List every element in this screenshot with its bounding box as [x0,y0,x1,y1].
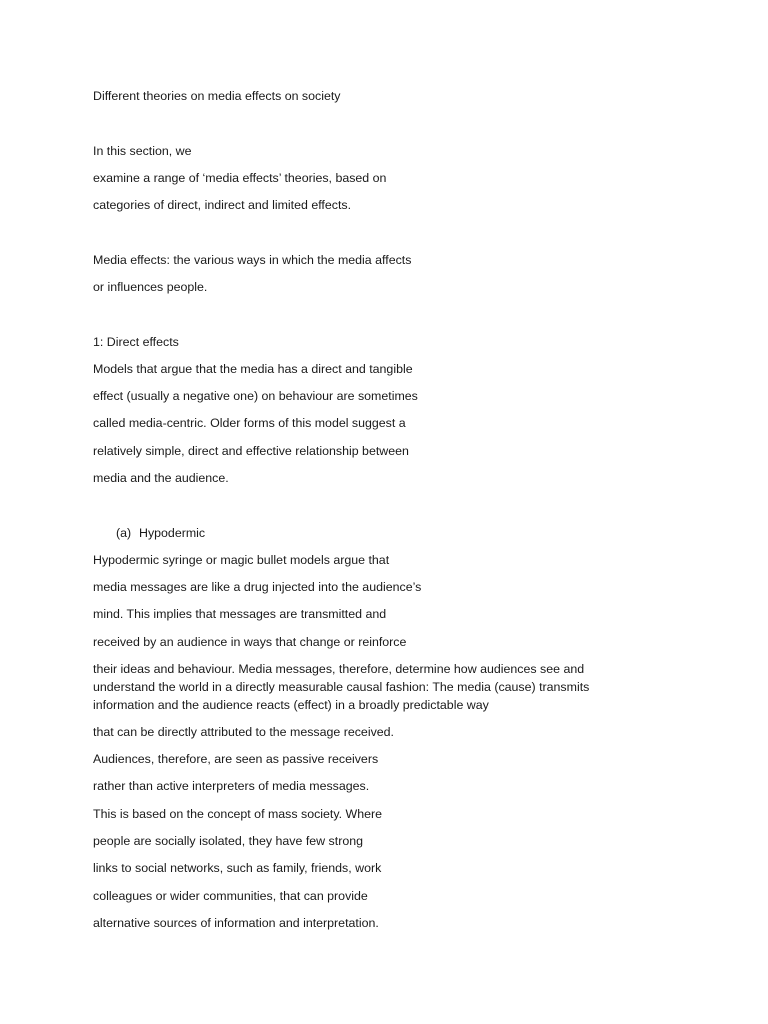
definition-line: or influences people. [93,280,208,294]
paragraph-line: links to social networks, such as family, friends, work [93,861,382,875]
paragraph-line: Audiences, therefore, are seen as passive receivers [93,752,379,766]
paragraph-line: received by an audience in ways that change or reinforce [93,635,407,649]
intro-line: categories of direct, indirect and limited effects. [93,198,352,212]
definition-line: Media effects: the various ways in which the media affects [93,253,412,267]
paragraph-line: mind. This implies that messages are transmitted and [93,607,387,621]
paragraph-line: effect (usually a negative one) on behaviour are sometimes [93,389,418,403]
paragraph-line: Hypodermic syringe or magic bullet models argue that [93,553,390,567]
paragraph-line: rather than active interpreters of media messages. [93,779,370,793]
paragraph-line: This is based on the concept of mass society. Where [93,807,383,821]
paragraph-line: alternative sources of information and interpretation. [93,916,379,930]
intro-line: examine a range of ‘media effects’ theories, based on [93,171,387,185]
paragraph-line: relatively simple, direct and effective relationship between [93,444,409,458]
paragraph-line: understand the world in a directly measurable causal fashion: The media (cause) transmits [93,680,590,694]
document-title: Different theories on media effects on society [93,89,341,103]
list-marker: (a) [116,526,132,540]
paragraph-line: media and the audience. [93,471,229,485]
intro-line: In this section, we [93,144,192,158]
subsection-heading: Hypodermic [139,526,206,540]
paragraph-line: people are socially isolated, they have few strong [93,834,363,848]
paragraph-line: called media-centric. Older forms of this model suggest a [93,416,406,430]
paragraph-line: their ideas and behaviour. Media messages, therefore, determine how audiences see and [93,662,585,676]
section-heading: 1: Direct effects [93,335,179,349]
paragraph-line: media messages are like a drug injected into the audience’s [93,580,422,594]
paragraph-line: that can be directly attributed to the message received. [93,725,394,739]
paragraph-line: Models that argue that the media has a direct and tangible [93,362,413,376]
paragraph-line: colleagues or wider communities, that can provide [93,889,368,903]
paragraph-line: information and the audience reacts (effect) in a broadly predictable way [93,698,489,712]
